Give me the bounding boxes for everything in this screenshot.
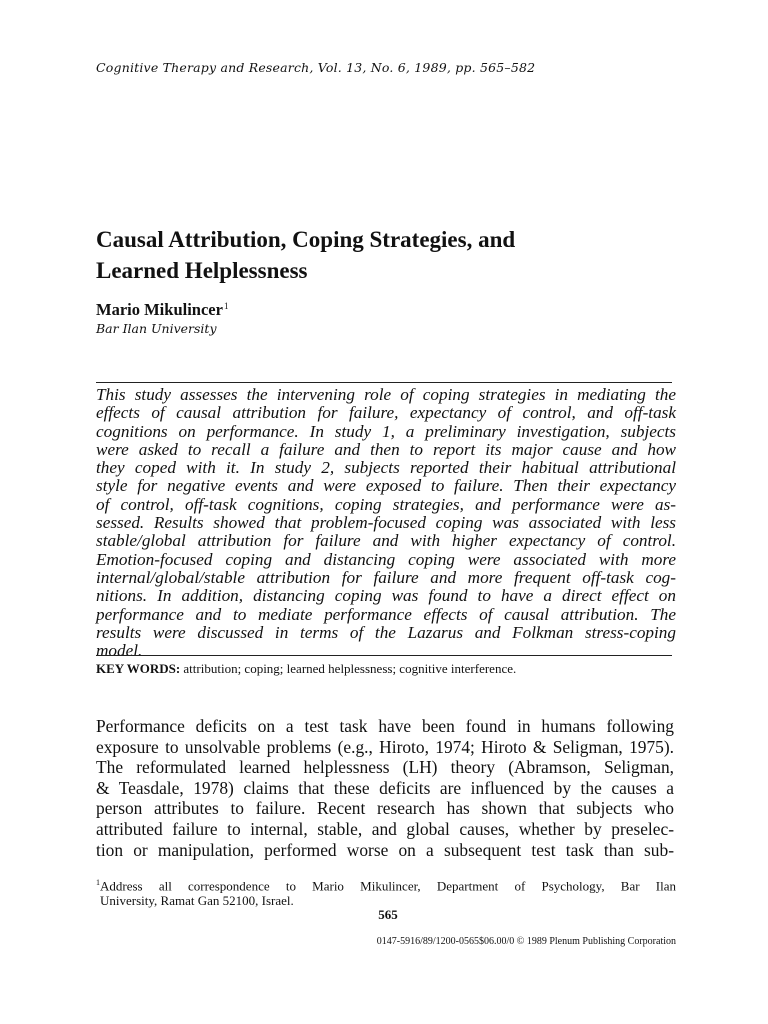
abstract-line: Emotion-focused coping and distancing coping were associated with more <box>96 549 676 569</box>
author-name <box>96 300 228 320</box>
body-line: tion or manipulation, performed worse on a subsequent test task than sub- <box>96 839 674 860</box>
footnote <box>96 875 676 908</box>
body-text <box>96 716 674 860</box>
running-head: Cognitive Therapy and Research, Vol. 13, No. 6, 1989, pp. 565–582 <box>96 60 536 75</box>
body-line: attributed failure to internal, stable, and global causes, whether by preselec- <box>96 818 674 839</box>
body-line: exposure to unsolvable problems (e.g., Hiroto, 1974; Hiroto & Seligman, 1975). <box>96 736 674 757</box>
abstract <box>96 386 676 660</box>
keywords-text: attribution; coping; learned helplessness; cognitive interference. <box>180 661 517 676</box>
abstract-line: of control, off-task cognitions, coping strategies, and performance were as- <box>96 494 676 514</box>
abstract-line: This study assesses the intervening role of coping strategies in mediating the <box>96 385 676 404</box>
footnote-line: University, Ramat Gan 52100, Israel. <box>100 893 294 909</box>
abstract-line: sessed. Results showed that problem-focused coping was associated with less <box>96 513 676 533</box>
body-line: The reformulated learned helplessness (LH) theory (Abramson, Seligman, <box>96 757 674 778</box>
body-line: person attributes to failure. Recent research has shown that subjects who <box>96 798 674 819</box>
abstract-line: nitions. In addition, distancing coping was found to have a direct effect on <box>96 586 676 606</box>
abstract-line: results were discussed in terms of the Lazarus and Folkman stress-coping <box>96 622 676 642</box>
abstract-top-rule <box>96 382 672 383</box>
abstract-line: model. <box>96 641 143 661</box>
title-line: Learned Helplessness <box>96 258 308 283</box>
footnote-text: Address all correspondence to Mario Mikulincer, Department of Psychology, Bar Ilan <box>100 878 676 894</box>
abstract-bottom-rule <box>96 655 672 656</box>
footnote-line <box>96 875 676 893</box>
abstract-line: cognitions on performance. In study 1, a preliminary investigation, subjects <box>96 421 676 441</box>
body-line: Performance deficits on a test task have been found in humans following <box>96 716 674 736</box>
title-line: Causal Attribution, Coping Strategies, and <box>96 227 516 252</box>
abstract-line: they coped with it. In study 2, subjects reported their habitual attributional <box>96 458 676 478</box>
copyright-line: 0147-5916/89/1200-0565$06.00/0 © 1989 Plenum Publishing Corporation <box>376 936 676 947</box>
abstract-line: stable/global attribution for failure and with higher expectancy of control. <box>96 531 676 551</box>
footnote-mark: 1 <box>96 878 100 887</box>
abstract-line: were asked to recall a failure and then to report its major cause and how <box>96 439 676 459</box>
abstract-line: effects of causal attribution for failure, expectancy of control, and off-task <box>96 403 676 423</box>
author-affiliation: Bar Ilan University <box>96 321 217 336</box>
abstract-line: style for negative events and were exposed to failure. Then their expectancy <box>96 476 676 496</box>
keywords-label: KEY WORDS: <box>96 661 181 676</box>
article-title <box>96 224 676 286</box>
abstract-line: performance and to mediate performance effects of causal attribution. The <box>96 604 676 624</box>
body-line: & Teasdale, 1978) claims that these deficits are influenced by the causes a <box>96 777 674 798</box>
abstract-line: internal/global/stable attribution for failure and more frequent off-task cog- <box>96 567 676 587</box>
keywords <box>96 661 676 677</box>
author-footnote-mark: 1 <box>223 300 229 311</box>
author-text: Mario Mikulincer <box>96 300 223 319</box>
page-number: 565 <box>378 907 398 922</box>
